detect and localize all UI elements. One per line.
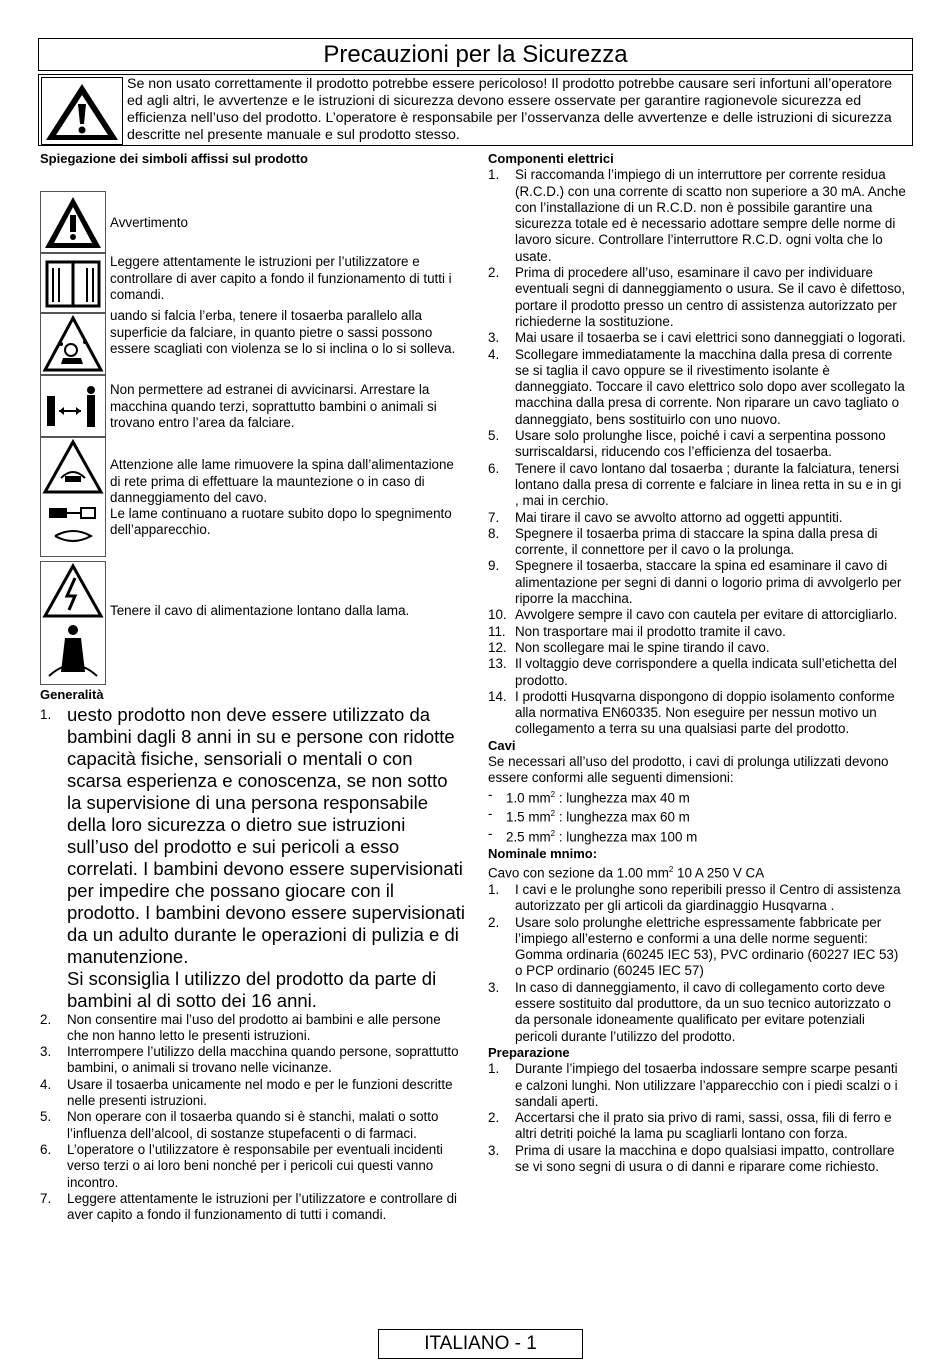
list-item: 8. Spegnere il tosaerba prima di staccare la spina dalla presa di corrente, il connettore per il cavo o la prolunga. [488,525,878,558]
blade-unplug-icon [40,437,106,557]
list-item: 4. Usare il tosaerba unicamente nel modo e per le funzioni descritte nelle presenti istruzioni. [40,1076,453,1109]
list-item: 2. Usare solo prolunghe elettriche espressamente fabbricate per l’impiego all’esterno e conformi a una delle norme seguenti: Gomma ordinaria (60245 IEC 53), PVC ordinario (60227 IEC 53) o PCP ordinario (60245 IEC 57) [488,914,899,979]
cables-intro: Se necessari all’uso del prodotto, i cavi di prolunga utilizzati devono essere conformi alle seguenti dimensioni: [488,753,889,786]
electric-list [488,167,908,737]
nominal-text: Cavo con sezione da 1.00 $mm^2$ 10 A 250 V CA [488,865,765,881]
warning-box [38,74,913,146]
list-item: 7. Mai tirare il cavo se avvolto attorno ad oggetti appuntiti. [488,509,843,525]
list-item: 3. Mai usare il tosaerba se i cavi elettrici sono danneggiati o logorati. [488,330,906,346]
list-item: 12. Non scollegare mai le spine tirando il cavo. [488,639,770,655]
symbol-text-bystanders: Non permettere ad estranei di avvicinarsi. Arrestare la macchina quando terzi, soprattutto bambini o animali si trovano entro l’area da falciare. [110,382,437,430]
list-item: 1. uesto prodotto non deve essere utilizzato da bambini dagli 8 anni in su e persone con ridotte capacità fisiche, sensoriali o mentali o con scarsa esperienza e conoscenza, se non sotto la supervisione di una persona responsabile della loro sicurezza o dietro sue istruzioni sull’uso del prodotto e sui pericoli a esso correlati. I bambini devono essere supervisionati per impedire che possano giocare con il prodotto. I bambini devono essere supervisionati da un adulto durante le operazioni di pulizia e di manutenzione. Si sconsiglia l utilizzo del prodotto da parte di bambini al di sotto dei 16 anni. [40,703,465,1011]
electric-heading: Componenti elettrici [488,151,614,166]
list-item: 5. Usare solo prolunghe lisce, poiché i cavi a serpentina possono surriscaldarsi, riducendo cos l’efficienza del tosaerba. [488,428,886,460]
symbol-text-manual: Leggere attentamente le istruzioni per l’utilizzatore e controllare di aver capito a fondo il funzionamento di tutti i comandi. [110,254,452,302]
list-item: 14. I prodotti Husqvarna dispongono di doppio isolamento conforme alla normativa EN60335. Non eseguire per nessun motivo un collegamento a terra su una qualsiasi parte del prodotto. [488,688,895,737]
list-item: 2. Non consentire mai l’uso del prodotto ai bambini e alle persone che non hanno letto le presenti istruzioni. [40,1011,441,1043]
warning-triangle-icon [41,77,123,145]
list-item: 5. Non operare con il tosaerba quando si è stanchi, malati o sotto l’influenza dell’alcool, di sostanze stupefacenti o di farmaci. [40,1109,439,1141]
list-item: 4. Scollegare immediatamente la macchina dalla presa di corrente se si taglia il cavo oppure se il rivestimento isolante è danneggiato. Toccare il cavo elettrico solo dopo aver scollegato la macchina dalla presa di corrente. Non riparare un cavo tagliato o danneggiato, bens sostituirlo con uno nuovo. [488,346,905,427]
symbols-heading: Spiegazione dei simboli affissi sul prodotto [40,151,308,166]
electric-cable-icon [40,561,106,685]
cables-heading: Cavi [488,737,516,753]
manual-book-icon [40,253,106,313]
list-item: 2. Prima di procedere all’uso, esaminare il cavo per individuare eventuali segni di danneggiamento o usura. Se il cavo è difettoso, portare il prodotto presso un centro di assistenza autorizzato per richiederne la sostituzione. [488,265,906,329]
list-item: 9. Spegnere il tosaerba, staccare la spina ed esaminare il cavo di alimentazione per segni di danni o logorio prima di avvolgerlo per riporre la macchina. [488,558,902,607]
symbol-text-warning: Avvertimento [110,215,188,231]
prep-heading: Preparazione [488,1044,570,1060]
cables-size-list [488,787,908,846]
list-item: 3. Prima di usare la macchina e dopo qualsiasi impatto, controllare se vi sono segni di usura o di danni e riparare come richiesto. [488,1142,895,1174]
list-item: - 1.5 $mm^2$ : lunghezza max 60 m [488,806,690,825]
nominal-heading: Nominale mnimo: [488,845,598,861]
left-column [40,151,465,1223]
symbol-text-flying-objects: uando si falcia l’erba, tenere il tosaerba parallelo alla superficie da falciare, in quanto pietre o sassi possono essere scagliati con violenza se lo si inclina o lo si solleva. [110,308,456,356]
list-item: 2. Accertarsi che il prato sia privo di rami, sassi, ossa, fili di ferro e altri detriti poiché la lama pu scagliarli lontano con forza. [488,1110,892,1142]
page-title: Precauzioni per la Sicurezza [38,38,913,71]
symbol-text-blades [110,457,460,538]
list-item: 3. In caso di danneggiamento, il cavo di collegamento corto deve essere sostituito dal produttore, da un suo tecnico autorizzato o da personale idoneamente qualificato per evitare potenziali pericoli durante l’utilizzo del prodotto. [488,979,891,1044]
list-item: 11. Non trasportare mai il prodotto tramite il cavo. [488,623,786,639]
list-item: 10. Avvolgere sempre il cavo con cautela per evitare di attorcigliarlo. [488,607,898,623]
list-item: 13. Il voltaggio deve corrispondere a quella indicata sull’etichetta del prodotto. [488,656,897,688]
list-item: 6. Tenere il cavo lontano dal tosaerba ; durante la falciatura, tenersi lontano dalla presa di corrente e falciare in linea retta in su e in gi , mai in cerchio. [488,460,902,509]
list-item: 3. Interrompere l’utilizzo della macchina quando persone, soprattutto bambini, o animali si trovano nelle vicinanze. [40,1044,459,1076]
warning-text: Se non usato correttamente il prodotto potrebbe essere pericoloso! Il prodotto potrebbe causare seri infortuni all’operatore ed agli altri, le avvertenze e le istruzioni di sicurezza devono essere osservate per garantire ragionevole sicurezza ed efficienza nell’uso del prodotto. L’operatore è responsabile per l’osservanza delle avvertenze e delle istruzioni di sicurezza descritte nel presente manuale e sul prodotto stesso. [127,76,893,143]
list-item: - 1.0 $mm^2$ : lunghezza max 40 m [488,786,690,806]
warning-triangle-icon [40,191,106,253]
symbol-text-blades-content: Attenzione alle lame rimuovere la spina dall’alimentazione di rete prima di effettuare la mauntezione o in caso di danneggiamento del cavo. Le lame continuano a ruotare subito dopo lo spegnimento dell’apparecchio. [110,457,454,538]
cable-items-list [488,882,908,1045]
right-column [488,151,908,1175]
general-heading: Generalità [40,687,104,703]
list-item: 1. I cavi e le prolunghe sono reperibili presso il Centro di assistenza autorizzato per gli articoli da giardinaggio Husqvarna . [488,881,901,914]
general-list [40,704,465,1224]
flying-objects-icon [40,313,106,375]
symbol-text-cable: Tenere il cavo di alimentazione lontano dalla lama. [110,603,410,619]
list-item: 6. L’operatore o l’utilizzatore è responsabile per eventuali incidenti verso terzi o ai loro beni nonché per i pericoli cui questi vanno incontro. [40,1141,443,1190]
list-item: - 2.5 $mm^2$ : lunghezza max 100 m [488,826,698,845]
list-item: 1. Si raccomanda l’impiego di un interruttore per corrente residua (R.C.D.) con una corrente di scatto non superiore a 30 mA. Anche con l’installazione di un R.C.D. non è possibile garantire una sicurezza totale ed è necessario adottare sempre delle norme di lavoro sicure. Controllare l’interruttore R.C.D. ogni volta che lo usate. [488,167,906,264]
prep-list [488,1061,908,1175]
list-item: 1. Durante l’impiego del tosaerba indossare sempre scarpe pesanti e calzoni lunghi. Non utilizzare l’apparecchio con i piedi scalzi o i sandali aperti. [488,1061,898,1109]
keep-distance-icon [40,375,106,437]
symbols-list [40,167,465,687]
page-footer: ITALIANO - 1 [378,1329,583,1359]
list-item: 7. Leggere attentamente le istruzioni per l’utilizzatore e controllare di aver capito a fondo il funzionamento di tutti i comandi. [40,1190,458,1223]
